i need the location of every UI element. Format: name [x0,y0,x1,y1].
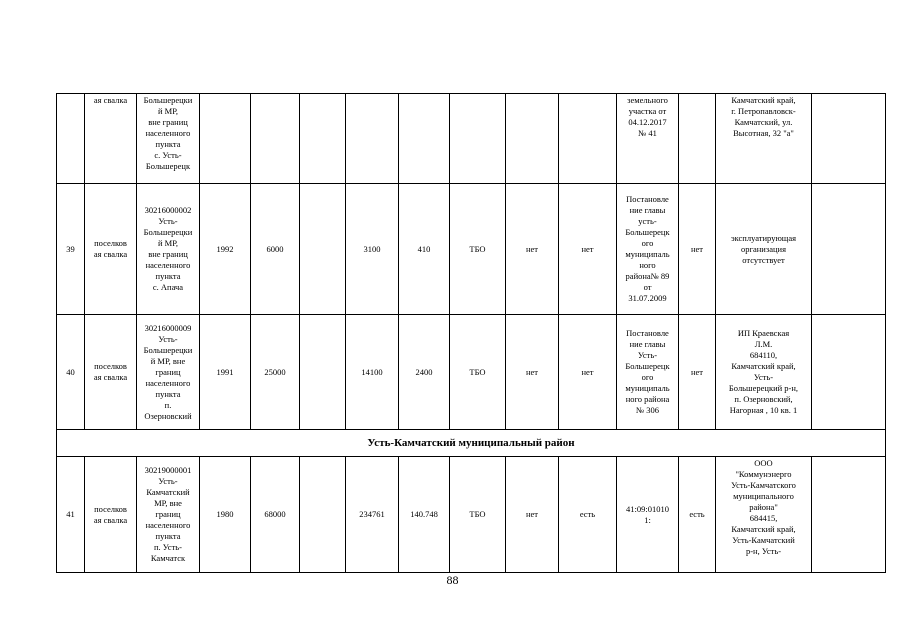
empty-cell [812,457,886,573]
waste-mass: 2400 [399,315,450,430]
site-type: поселков ая свалка [85,184,137,315]
landfill-register-table [56,93,886,573]
row-number [57,94,85,184]
row-number: 39 [57,184,85,315]
site-location: 30216000009 Усть- Большерецки й МР, вне границ населенного пункта п. Озерновский [137,315,200,430]
document-cell: Постановле ние главы Усть- Большерецк ого муниципаль ного района № 306 [617,315,679,430]
operator-cell: эксплуатирующая организация отсутствует [716,184,812,315]
site-location: 30219000001 Усть- Камчатский МР, вне границ населенного пункта п. Усть- Камчатск [137,457,200,573]
empty-cell [300,94,346,184]
empty-cell [812,315,886,430]
flag-cell: нет [679,315,716,430]
flag-cell: нет [679,184,716,315]
waste-kind: ТБО [450,315,506,430]
flag-cell [679,94,716,184]
waste-kind: ТБО [450,184,506,315]
table-row [57,457,886,573]
waste-mass [399,94,450,184]
year-opened: 1991 [200,315,251,430]
section-row [57,430,886,457]
waste-kind: ТБО [450,457,506,573]
site-area: 68000 [251,457,300,573]
site-location: 30216000002 Усть- Большерецки й МР, вне границ населенного пункта с. Апача [137,184,200,315]
flag-cell: есть [559,457,617,573]
site-area: 6000 [251,184,300,315]
flag-cell: нет [506,457,559,573]
site-location: Большерецки й МР, вне границ населенного пункта с. Усть- Большерецк [137,94,200,184]
flag-cell: нет [559,315,617,430]
flag-cell: нет [506,184,559,315]
document-cell: 41:09:01010 1: [617,457,679,573]
section-header: Усть-Камчатский муниципальный район [57,430,886,457]
operator-cell: ИП Краевская Л.М. 684110, Камчатский край, Усть- Большерецкий р-н, п. Озерновский, Нагорная , 10 кв. 1 [716,315,812,430]
empty-cell [812,94,886,184]
flag-cell [559,94,617,184]
waste-volume: 3100 [346,184,399,315]
waste-kind [450,94,506,184]
site-area: 25000 [251,315,300,430]
row-number: 41 [57,457,85,573]
page-number: 88 [446,573,459,587]
operator-cell: ООО "Коммунэнерго Усть-Камчатского муниципального района" 684415, Камчатский край, Усть-Камчатский р-н, Усть- [716,457,812,573]
table-row [57,184,886,315]
row-number: 40 [57,315,85,430]
empty-cell [812,184,886,315]
waste-mass: 410 [399,184,450,315]
empty-cell [300,315,346,430]
table-row [57,94,886,184]
year-opened: 1992 [200,184,251,315]
flag-cell [506,94,559,184]
table-row [57,315,886,430]
flag-cell: есть [679,457,716,573]
waste-volume: 14100 [346,315,399,430]
flag-cell: нет [506,315,559,430]
empty-cell [300,184,346,315]
year-opened [200,94,251,184]
site-type: поселков ая свалка [85,457,137,573]
site-type: ая свалка [85,94,137,184]
year-opened: 1980 [200,457,251,573]
empty-cell [300,457,346,573]
site-area [251,94,300,184]
waste-volume [346,94,399,184]
document-cell: земельного участка от 04.12.2017 № 41 [617,94,679,184]
flag-cell: нет [559,184,617,315]
waste-mass: 140.748 [399,457,450,573]
waste-volume: 234761 [346,457,399,573]
site-type: поселков ая свалка [85,315,137,430]
operator-cell: Камчатский край, г. Петропавловск- Камчатский, ул. Высотная, 32 "а" [716,94,812,184]
document-cell: Постановле ние главы усть- Большерецк ого муниципаль ного района№ 89 от 31.07.2009 [617,184,679,315]
